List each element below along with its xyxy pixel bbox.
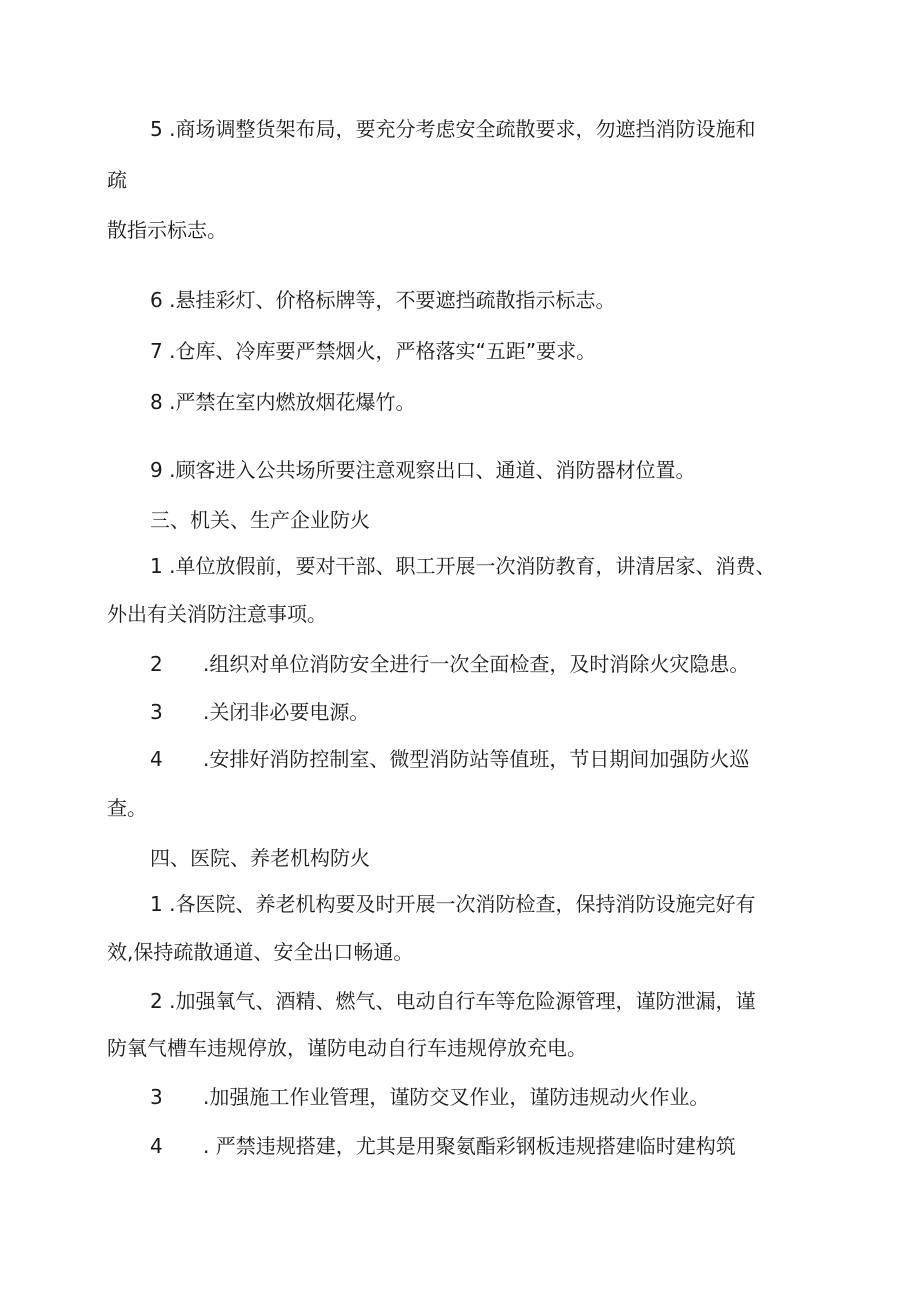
text-line: 防氧气槽车违规停放，谨防电动自行车违规停放充电。 [107,1036,587,1060]
text-line: .组织对单位消防安全进行一次全面检查，及时消除火灾隐患。 [203,652,750,676]
text-line: 效,保持疏散通道、安全出口畅通。 [107,940,414,964]
item-number: 3 [150,1085,163,1109]
section-heading: 四、医院、养老机构防火 [150,846,370,870]
text-line: .加强施工作业管理，谨防交叉作业，谨防违规动火作业。 [203,1085,710,1109]
item-number: 2 [150,652,163,676]
text-line: 9 .顾客进入公共场所要注意观察出口、通道、消防器材位置。 [150,458,696,482]
item-number: 4 [150,1134,163,1158]
text-line: 散指示标志。 [107,218,227,242]
text-line: 1 .各医院、养老机构要及时开展一次消防检查，保持消防设施完好有 [150,892,756,916]
section-heading: 三、机关、生产企业防火 [150,508,370,532]
text-line: 外出有关消防注意事项。 [107,602,327,626]
text-line: 5 .商场调整货架布局，要充分考虑安全疏散要求，勿遮挡消防设施和 [150,117,756,141]
text-line: 疏 [107,168,127,192]
text-line: .安排好消防控制室、微型消防站等值班，节日期间加强防火巡 [203,747,750,771]
item-number: 4 [150,747,163,771]
text-line: 1 .单位放假前，要对干部、职工开展一次消防教育，讲清居家、消费、 [150,554,776,578]
text-line: 2 .加强氧气、酒精、燃气、电动自行车等危险源管理，谨防泄漏，谨 [150,989,756,1013]
item-number: 3 [150,700,163,724]
text-line: 8 .严禁在室内燃放烟花爆竹。 [150,390,416,414]
text-line: 6 .悬挂彩灯、价格标牌等，不要遮挡疏散指示标志。 [150,288,616,312]
text-line: . 严禁违规搭建，尤其是用聚氨酯彩钢板违规搭建临时建构筑 [203,1134,736,1158]
text-line: .关闭非必要电源。 [203,700,370,724]
text-line: 7 .仓库、冷库要严禁烟火，严格落实“五距”要求。 [150,339,597,363]
text-line: 查。 [107,796,147,820]
